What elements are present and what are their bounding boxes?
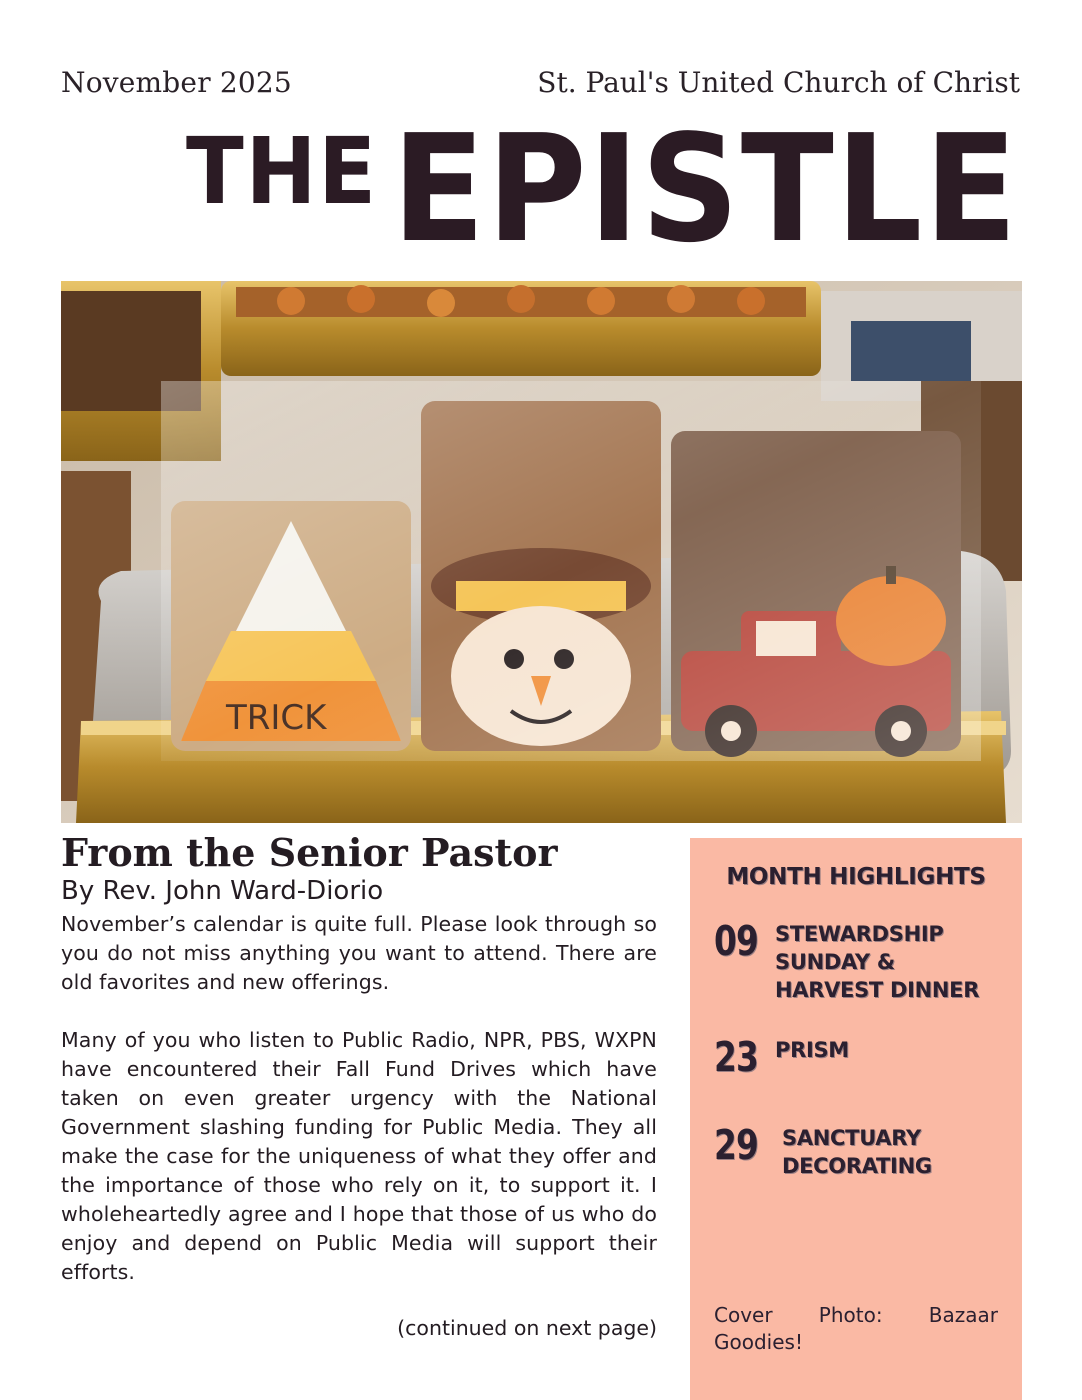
pastor-column	[61, 830, 657, 1340]
cover-photo	[61, 281, 1022, 823]
pastor-paragraph-1: November’s calendar is quite full. Please look through so you do not miss anything you want to attend. There are old favorites and new offerings.	[61, 912, 657, 994]
highlight-label: SANCTUARY DECORATING	[782, 1126, 932, 1178]
highlight-label: STEWARDSHIP SUNDAY & HARVEST DINNER	[775, 922, 980, 1002]
highlight-day: 09	[714, 917, 759, 965]
pastor-byline: By Rev. John Ward-Diorio	[61, 876, 384, 906]
church-name: St. Paul's United Church of Christ	[537, 66, 1020, 99]
caption-word: Photo:	[818, 1303, 883, 1327]
pastor-paragraph-2: Many of you who listen to Public Radio, NPR, PBS, WXPN have encountered their Fall Fund Drives which have taken on even greater urgency with the National Government slashing funding for Public Media. They all make the case for the uniqueness of what they offer and the importance of those who rely on it, to support it. I wholeheartedly agree and I hope that those of us who do enjoy and depend on Public Media will support their efforts.	[61, 1028, 657, 1284]
caption-word: Bazaar	[928, 1303, 998, 1327]
highlight-day: 23	[714, 1033, 759, 1081]
highlight-day: 29	[714, 1121, 759, 1169]
masthead-title: EPISTLE	[392, 103, 1020, 275]
caption-word: Cover	[714, 1303, 773, 1327]
highlights-title: MONTH HIGHLIGHTS	[726, 864, 986, 890]
month-highlights-panel	[690, 838, 1022, 1400]
issue-date: November 2025	[61, 66, 292, 99]
masthead	[0, 103, 1082, 275]
masthead-the: THE	[186, 118, 378, 225]
caption-word: Goodies!	[714, 1330, 803, 1354]
pastor-heading: From the Senior Pastor	[61, 830, 558, 875]
highlight-label: PRISM	[775, 1038, 849, 1062]
cover-photo-caption	[714, 1302, 998, 1356]
continued-link[interactable]: (continued on next page)	[397, 1316, 657, 1340]
